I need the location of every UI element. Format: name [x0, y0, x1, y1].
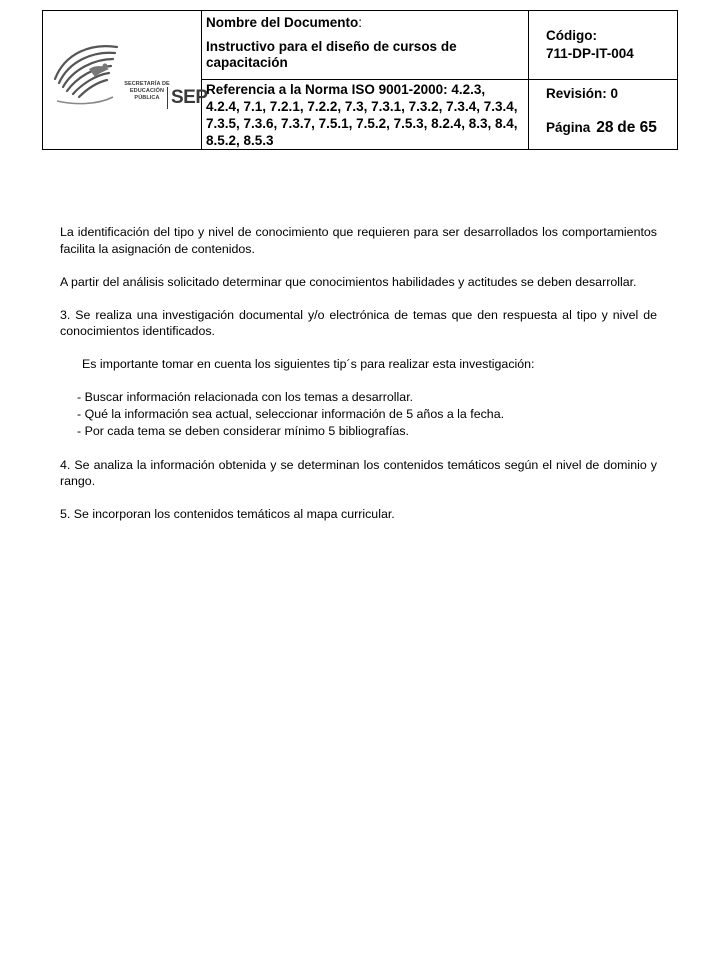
document-header [42, 10, 678, 150]
logo-wordmark: SECRETARÍA DE EDUCACIÓN PÚBLICA [124, 81, 170, 101]
revision-cell [529, 80, 678, 150]
iso-reference: Referencia a la Norma ISO 9001-2000: 4.2.3, 4.2.4, 7.1, 7.2.1, 7.2.2, 7.3, 7.3.1, 7.3.2, 7.3.4, 7.3.4, 7.3.5, 7.3.6, 7.3.7, 7.5.1, 7.5.2, 7.5.3, 8.2.4, 8.3, 8.4, 8.5.2, 8.5.3 [206, 82, 518, 148]
paragraph-step-4: 4. Se analiza la información obtenida y se determinan los contenidos temáticos según el nivel de dominio y rango. [60, 457, 657, 488]
tips-list [60, 389, 657, 440]
page-number: 28 [596, 119, 614, 136]
paragraph-identification: La identificación del tipo y nivel de conocimiento que requieren para ser desarrollados los comportamientos facilita la asignación de contenidos. [60, 225, 657, 256]
code-value: 711-DP-IT-004 [546, 46, 634, 61]
logo-cell [43, 11, 208, 150]
page-label: Página [546, 120, 591, 135]
paragraph-tips-intro: Es importante tomar en cuenta los siguientes tip´s para realizar esta investigación: [82, 357, 535, 371]
logo-divider [167, 87, 168, 109]
document-name-cell [202, 11, 529, 80]
logo-abbreviation: SEP [171, 87, 208, 108]
code-label: Código: [546, 28, 597, 43]
reference-cell [202, 80, 529, 150]
list-item: - Buscar información relacionada con los temas a desarrollar. [77, 390, 414, 404]
list-item: - Qué la información sea actual, seleccionar información de 5 años a la fecha. [77, 407, 505, 421]
document-name-label: Nombre del Documento: [206, 15, 363, 30]
list-item: - Por cada tema se deben considerar mínimo 5 bibliografías. [77, 424, 409, 438]
paragraph-step-5: 5. Se incorporan los contenidos temáticos al mapa curricular. [60, 507, 395, 521]
page-total: de 65 [617, 119, 657, 136]
paragraph-analysis: A partir del análisis solicitado determinar que conocimientos habilidades y actitudes se deben desarrollar. [60, 274, 637, 289]
eagle-emblem-icon [51, 39, 121, 109]
revision-label: Revisión: 0 [546, 86, 619, 101]
document-body [60, 224, 657, 523]
code-cell [529, 11, 678, 80]
paragraph-step-3: 3. Se realiza una investigación documental y/o electrónica de temas que den respuesta al tipo y nivel de conocimientos identificados. [60, 307, 657, 338]
document-title: Instructivo para el diseño de cursos de capacitación [206, 39, 457, 70]
